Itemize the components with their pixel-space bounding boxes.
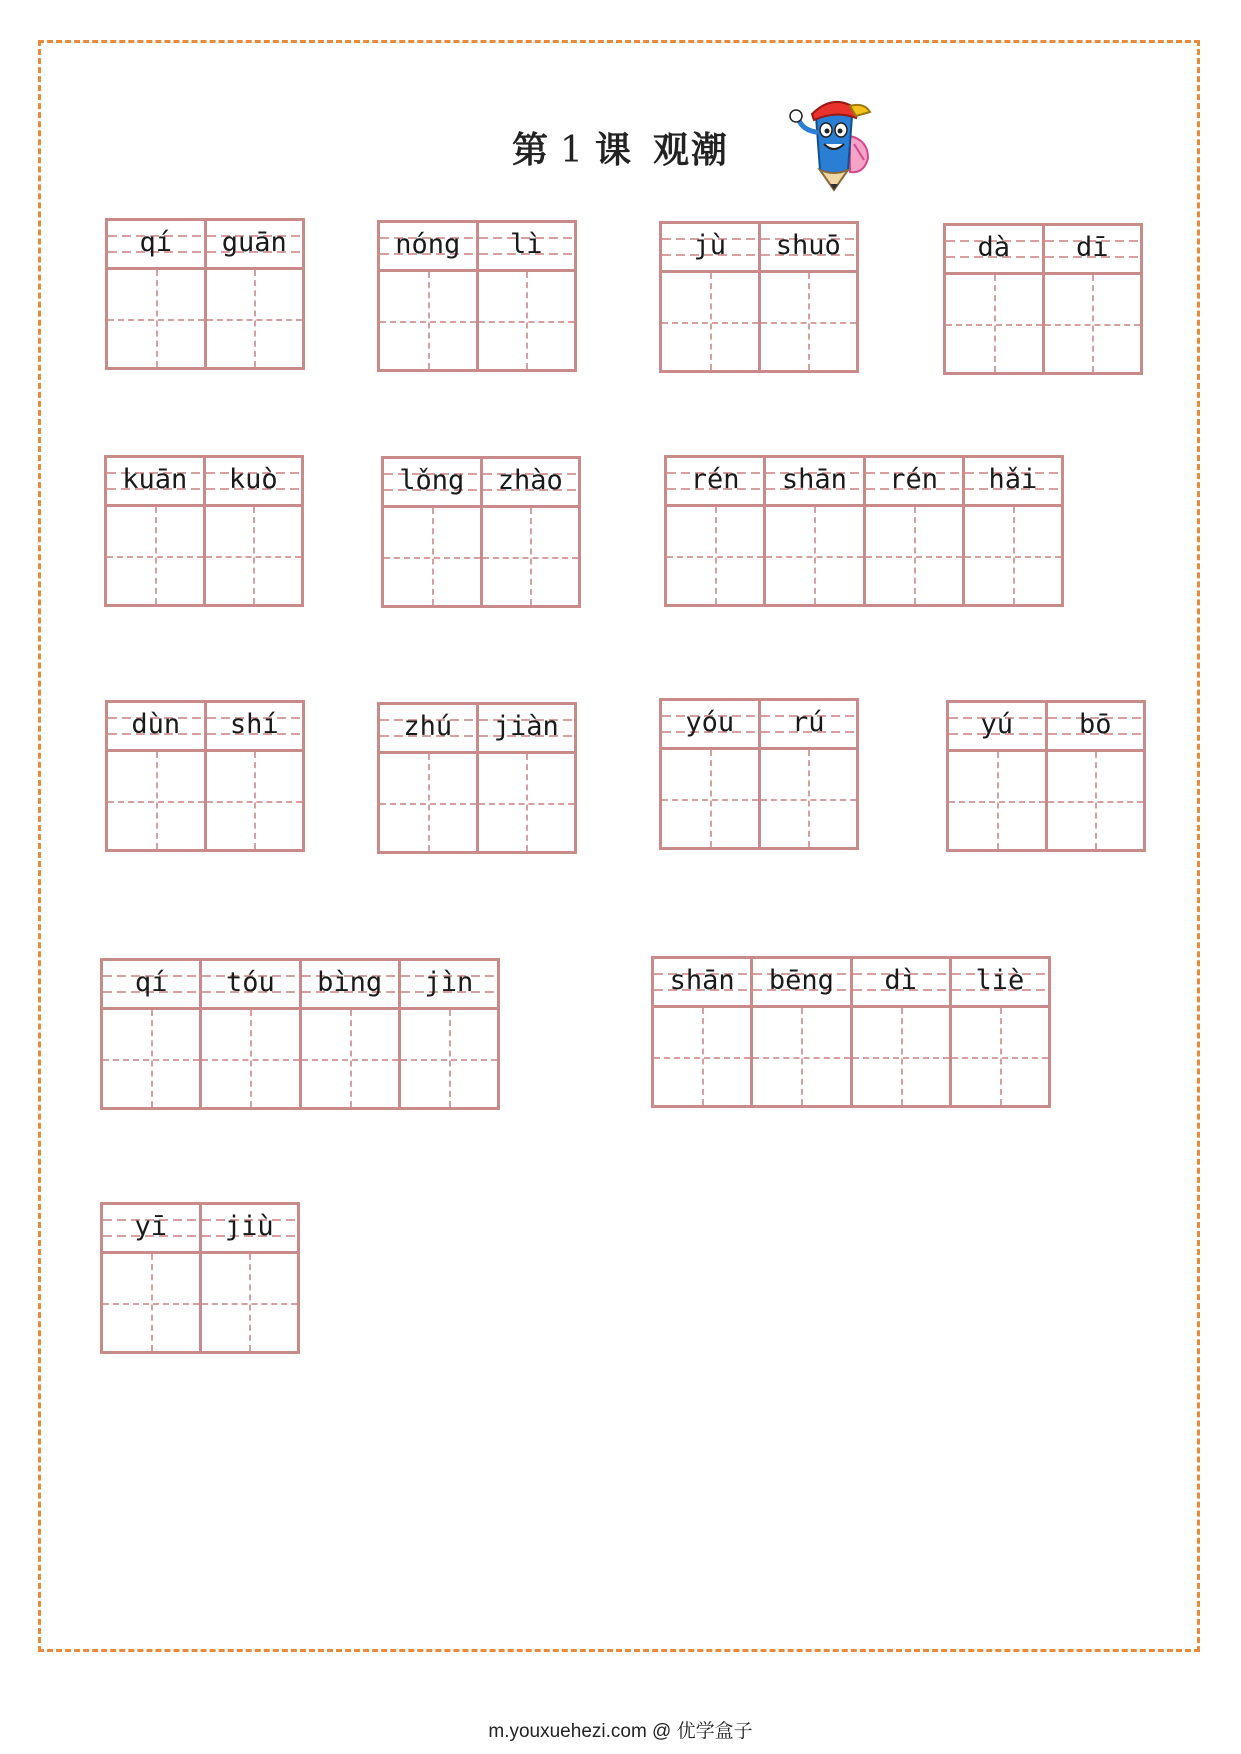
character-cell[interactable] bbox=[949, 959, 1048, 1105]
word-box bbox=[105, 218, 305, 370]
pinyin-lines bbox=[662, 224, 758, 273]
tianzige-box[interactable] bbox=[103, 1010, 199, 1107]
pinyin-label: hǎi bbox=[988, 464, 1038, 495]
character-cell[interactable] bbox=[108, 221, 204, 367]
pinyin-label: zhào bbox=[497, 465, 563, 496]
title-lesson: 第 bbox=[512, 129, 551, 171]
pinyin-label: guān bbox=[221, 227, 287, 258]
pinyin-lines bbox=[103, 961, 199, 1010]
character-cell[interactable] bbox=[480, 459, 579, 605]
word-box bbox=[381, 456, 581, 608]
pinyin-label: lǒng bbox=[399, 465, 465, 496]
tianzige-box[interactable] bbox=[949, 752, 1045, 849]
character-cell[interactable] bbox=[476, 705, 575, 851]
pinyin-label: zhú bbox=[403, 711, 453, 742]
tianzige-box[interactable] bbox=[761, 750, 857, 847]
tianzige-box[interactable] bbox=[207, 270, 303, 367]
character-cell[interactable] bbox=[107, 458, 203, 604]
word-box bbox=[943, 223, 1143, 375]
pinyin-label: yú bbox=[980, 709, 1013, 740]
pinyin-lines bbox=[103, 1205, 199, 1254]
pinyin-lines bbox=[946, 226, 1042, 275]
footer-watermark: m.youxuehezi.com @ 优学盒子 bbox=[488, 1721, 753, 1742]
tianzige-box[interactable] bbox=[479, 754, 575, 851]
character-cell[interactable] bbox=[108, 703, 204, 849]
title-number: 1 bbox=[560, 130, 585, 171]
word-box bbox=[377, 220, 577, 372]
tianzige-box[interactable] bbox=[1048, 752, 1144, 849]
pinyin-lines bbox=[766, 458, 862, 507]
tianzige-box[interactable] bbox=[946, 275, 1042, 372]
pinyin-lines bbox=[1048, 703, 1144, 752]
pinyin-lines bbox=[202, 961, 298, 1010]
tianzige-box[interactable] bbox=[202, 1254, 298, 1351]
pinyin-lines bbox=[401, 961, 497, 1010]
character-cell[interactable] bbox=[863, 458, 962, 604]
pinyin-label: dà bbox=[977, 232, 1010, 263]
tianzige-box[interactable] bbox=[483, 508, 579, 605]
tianzige-box[interactable] bbox=[766, 507, 862, 604]
pinyin-label: tóu bbox=[225, 967, 275, 998]
character-cell[interactable] bbox=[1042, 226, 1141, 372]
tianzige-box[interactable] bbox=[1045, 275, 1141, 372]
tianzige-box[interactable] bbox=[108, 752, 204, 849]
character-cell[interactable] bbox=[850, 959, 949, 1105]
pinyin-lines bbox=[107, 458, 203, 507]
tianzige-box[interactable] bbox=[662, 273, 758, 370]
pencil-mascot-icon bbox=[786, 88, 886, 192]
pinyin-label: qí bbox=[139, 227, 172, 258]
tianzige-box[interactable] bbox=[202, 1010, 298, 1107]
character-cell[interactable] bbox=[654, 959, 750, 1105]
pinyin-lines bbox=[949, 703, 1045, 752]
character-cell[interactable] bbox=[662, 701, 758, 847]
word-box bbox=[105, 700, 305, 852]
pinyin-label: jù bbox=[693, 230, 726, 261]
page-title bbox=[0, 122, 1241, 173]
character-cell[interactable] bbox=[103, 1205, 199, 1351]
pinyin-label: qí bbox=[134, 967, 168, 998]
character-cell[interactable] bbox=[476, 223, 575, 369]
pinyin-lines bbox=[302, 961, 398, 1010]
pinyin-label: dī bbox=[1075, 232, 1109, 263]
pinyin-label: jìn bbox=[424, 967, 474, 998]
pinyin-lines bbox=[853, 959, 949, 1008]
word-box bbox=[104, 455, 304, 607]
pinyin-label: liè bbox=[975, 965, 1025, 996]
pinyin-lines bbox=[654, 959, 750, 1008]
pinyin-lines bbox=[384, 459, 480, 508]
word-box bbox=[659, 698, 859, 850]
tianzige-box[interactable] bbox=[401, 1010, 497, 1107]
word-box bbox=[377, 702, 577, 854]
tianzige-box[interactable] bbox=[380, 272, 476, 369]
word-box bbox=[100, 958, 500, 1110]
character-cell[interactable] bbox=[204, 703, 303, 849]
tianzige-box[interactable] bbox=[952, 1008, 1048, 1105]
word-box bbox=[664, 455, 1064, 607]
pinyin-lines bbox=[761, 701, 857, 750]
character-cell[interactable] bbox=[1045, 703, 1144, 849]
pinyin-label: bō bbox=[1078, 709, 1112, 740]
character-cell[interactable] bbox=[667, 458, 763, 604]
character-cell[interactable] bbox=[758, 224, 857, 370]
pinyin-lines bbox=[483, 459, 579, 508]
pinyin-label: lì bbox=[509, 229, 543, 260]
character-cell[interactable] bbox=[199, 961, 298, 1107]
character-cell[interactable] bbox=[662, 224, 758, 370]
character-cell[interactable] bbox=[758, 701, 857, 847]
pinyin-label: shān bbox=[781, 464, 847, 495]
word-box bbox=[946, 700, 1146, 852]
character-cell[interactable] bbox=[398, 961, 497, 1107]
pinyin-lines bbox=[108, 703, 204, 752]
tianzige-box[interactable] bbox=[965, 507, 1061, 604]
tianzige-box[interactable] bbox=[107, 507, 203, 604]
tianzige-box[interactable] bbox=[667, 507, 763, 604]
character-cell[interactable] bbox=[949, 703, 1045, 849]
pinyin-label: kuò bbox=[228, 464, 278, 495]
pinyin-label: bìng bbox=[317, 967, 383, 998]
tianzige-box[interactable] bbox=[384, 508, 480, 605]
pinyin-label: nóng bbox=[395, 229, 461, 260]
character-cell[interactable] bbox=[380, 223, 476, 369]
tianzige-box[interactable] bbox=[753, 1008, 849, 1105]
pinyin-label: shān bbox=[669, 965, 735, 996]
pinyin-label: yóu bbox=[685, 707, 735, 738]
tianzige-box[interactable] bbox=[479, 272, 575, 369]
word-box bbox=[651, 956, 1051, 1108]
tianzige-box[interactable] bbox=[207, 752, 303, 849]
title-unit: 课 bbox=[594, 129, 633, 171]
tianzige-box[interactable] bbox=[108, 270, 204, 367]
pinyin-label: rú bbox=[791, 707, 825, 738]
pinyin-lines bbox=[479, 223, 575, 272]
character-cell[interactable] bbox=[962, 458, 1061, 604]
tianzige-box[interactable] bbox=[380, 754, 476, 851]
pinyin-label: dùn bbox=[131, 709, 181, 740]
pinyin-label: rén bbox=[690, 464, 740, 495]
pinyin-lines bbox=[202, 1205, 298, 1254]
pinyin-lines bbox=[380, 705, 476, 754]
character-cell[interactable] bbox=[763, 458, 862, 604]
pinyin-label: kuān bbox=[122, 464, 188, 495]
pinyin-label: jiàn bbox=[493, 711, 559, 742]
character-cell[interactable] bbox=[199, 1205, 298, 1351]
pinyin-lines bbox=[1045, 226, 1141, 275]
pinyin-lines bbox=[479, 705, 575, 754]
tianzige-box[interactable] bbox=[654, 1008, 750, 1105]
tianzige-box[interactable] bbox=[853, 1008, 949, 1105]
pinyin-lines bbox=[206, 458, 302, 507]
tianzige-box[interactable] bbox=[206, 507, 302, 604]
word-box bbox=[659, 221, 859, 373]
pinyin-lines bbox=[662, 701, 758, 750]
character-cell[interactable] bbox=[946, 226, 1042, 372]
pinyin-label: dì bbox=[884, 965, 917, 996]
pinyin-lines bbox=[965, 458, 1061, 507]
pinyin-lines bbox=[207, 703, 303, 752]
pinyin-lines bbox=[761, 224, 857, 273]
pinyin-lines bbox=[207, 221, 303, 270]
pinyin-label: shí bbox=[229, 709, 279, 740]
tianzige-box[interactable] bbox=[866, 507, 962, 604]
character-cell[interactable] bbox=[103, 961, 199, 1107]
pinyin-label: shuō bbox=[775, 230, 841, 261]
pinyin-label: rén bbox=[889, 464, 939, 495]
pinyin-label: yī bbox=[134, 1211, 167, 1242]
character-cell[interactable] bbox=[299, 961, 398, 1107]
tianzige-box[interactable] bbox=[761, 273, 857, 370]
pinyin-label: jiù bbox=[224, 1211, 274, 1242]
tianzige-box[interactable] bbox=[103, 1254, 199, 1351]
pinyin-lines bbox=[380, 223, 476, 272]
character-cell[interactable] bbox=[750, 959, 849, 1105]
character-cell[interactable] bbox=[204, 221, 303, 367]
character-cell[interactable] bbox=[380, 705, 476, 851]
character-cell[interactable] bbox=[203, 458, 302, 604]
pinyin-lines bbox=[108, 221, 204, 270]
pinyin-label: bēng bbox=[768, 965, 834, 996]
pinyin-lines bbox=[866, 458, 962, 507]
pinyin-lines bbox=[753, 959, 849, 1008]
character-cell[interactable] bbox=[384, 459, 480, 605]
pinyin-lines bbox=[952, 959, 1048, 1008]
word-box bbox=[100, 1202, 300, 1354]
tianzige-box[interactable] bbox=[662, 750, 758, 847]
tianzige-box[interactable] bbox=[302, 1010, 398, 1107]
title-name: 观潮 bbox=[652, 129, 729, 171]
pinyin-lines bbox=[667, 458, 763, 507]
